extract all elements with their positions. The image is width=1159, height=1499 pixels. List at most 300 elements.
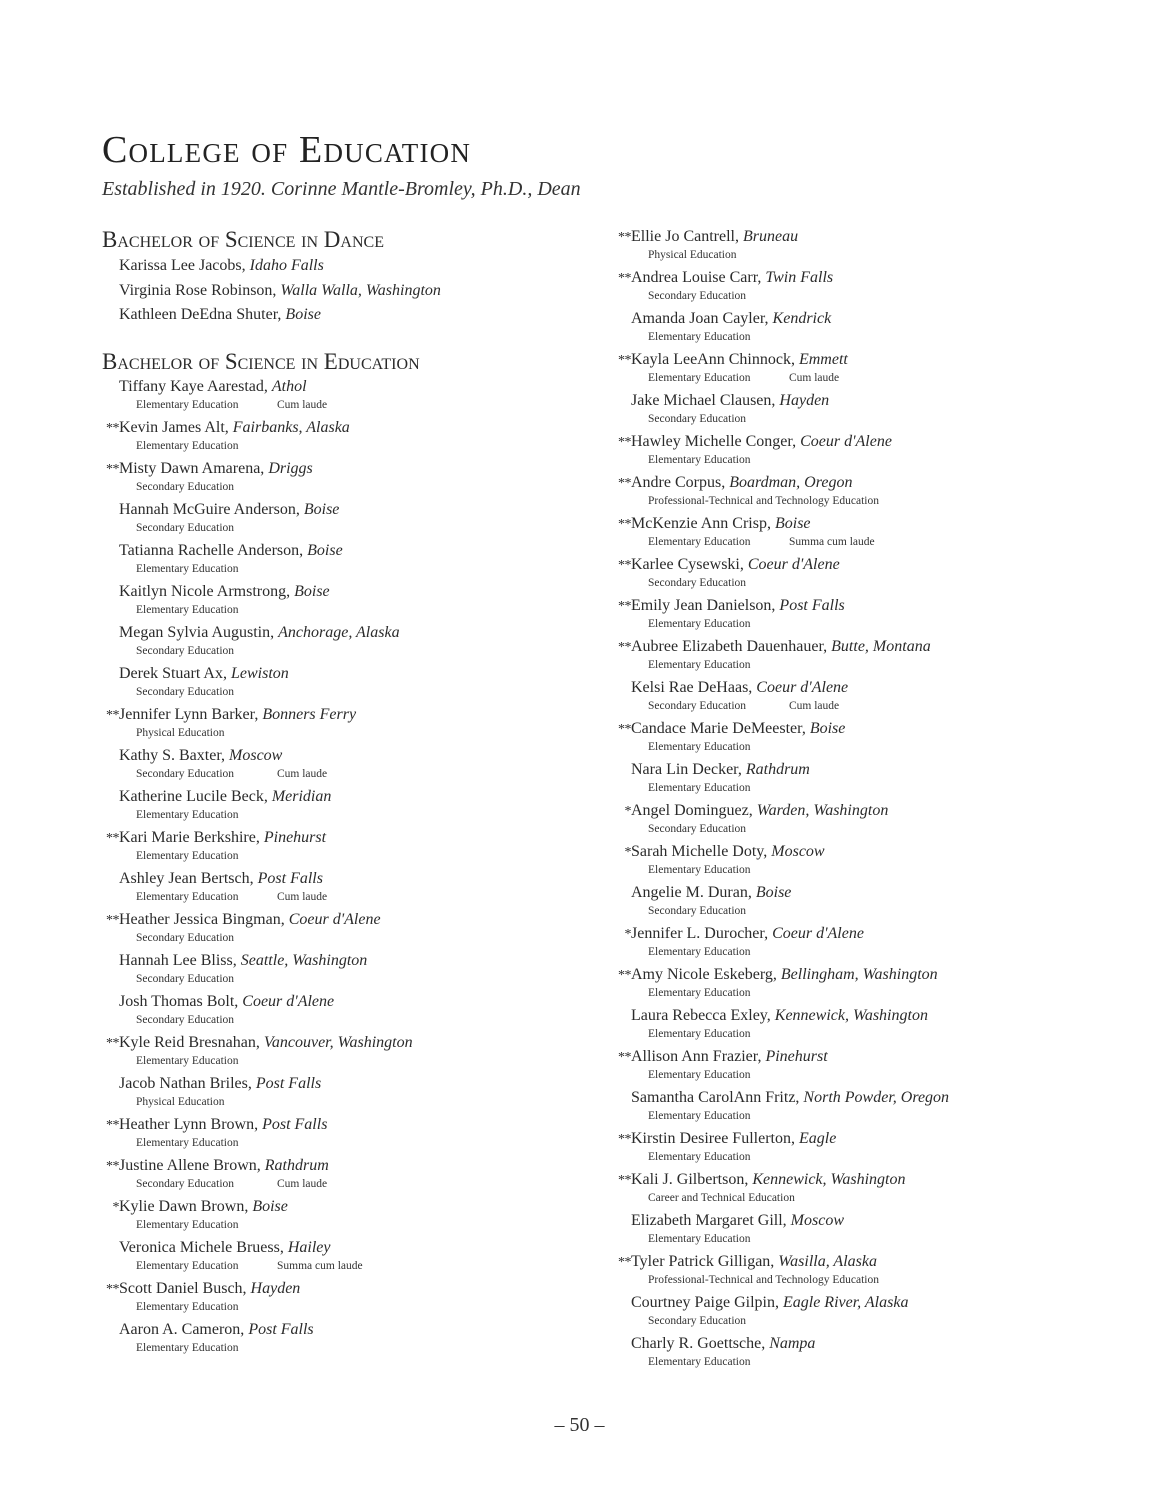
graduate-major: Elementary Education [648,1069,751,1081]
graduate-details [648,1314,1134,1329]
graduate-honor: Summa cum laude [789,536,875,548]
graduate-entry [614,800,1134,841]
graduate-name: Kyle Reid Bresnahan, [119,1033,264,1051]
graduate-line [614,472,1134,494]
honor-mark: ** [618,476,631,491]
graduate-major: Elementary Education [648,331,751,343]
graduate-line [102,991,592,1013]
graduate-hometown: Boise [303,500,340,518]
graduate-hometown: Meridian [271,787,332,805]
graduate-hometown: Kennewick, Washington [752,1171,906,1188]
graduate-entry [614,923,1134,964]
honor-mark: ** [106,1117,119,1133]
graduate-line [102,1032,592,1054]
graduate-name: Kevin James Alt, [119,418,233,436]
graduate-entry [102,868,592,909]
graduate-hometown: Hailey [287,1238,331,1256]
graduate-major: Elementary Education [648,372,751,384]
graduate-major: Elementary Education [648,1356,751,1368]
graduate-major: Elementary Education [648,1028,751,1040]
graduate-major: Secondary Education [136,685,235,698]
graduate-details [648,740,1134,755]
graduate-entry [614,1046,1134,1087]
graduate-entry [102,827,592,868]
graduate-name: Courtney Paige Gilpin, [631,1294,783,1311]
graduate-details [136,521,592,536]
graduate-line [614,964,1134,986]
graduate-major: Secondary Education [136,480,235,493]
graduate-line [102,376,592,398]
graduate-line [614,1169,1134,1191]
graduate-line [102,663,592,685]
graduate-major: Elementary Education [648,946,751,958]
graduate-name: McKenzie Ann Crisp, [631,515,775,532]
graduate-name: Hannah McGuire Anderson, [119,500,304,518]
graduate-major: Secondary Education [648,905,747,917]
graduate-hometown: Boise [285,306,321,323]
graduate-details [648,658,1134,673]
graduate-line [614,308,1134,330]
graduate-name: Candace Marie DeMeester, [631,720,810,737]
graduate-entry [614,1087,1134,1128]
graduate-name: Hannah Lee Bliss, [119,951,241,969]
graduate-major: Elementary Education [648,741,751,753]
graduate-line [102,458,592,480]
graduate-major: Secondary Education [648,1315,747,1327]
graduate-entry [614,1292,1134,1333]
graduate-line [614,718,1134,740]
graduate-entry [102,786,592,827]
graduate-hometown: Vancouver, Washington [263,1033,413,1051]
graduate-hometown: Bellingham, Washington [780,966,938,983]
graduate-entry [614,841,1134,882]
graduate-name: Ellie Jo Cantrell, [631,228,743,245]
graduate-hometown: Boise [809,720,846,737]
graduate-entry [614,882,1134,923]
graduate-details [648,453,1134,468]
graduate-name: Justine Allene Brown, [119,1156,265,1174]
graduate-line [614,1210,1134,1232]
graduate-details [648,248,1134,263]
graduate-honor: Cum laude [277,1177,328,1190]
graduate-hometown: Boise [294,582,330,600]
graduate-major: Elementary Education [136,398,239,411]
honor-mark: ** [618,517,631,532]
graduate-entry [102,1114,592,1155]
graduate-entry [102,417,592,458]
graduate-major: Elementary Education [136,1259,239,1272]
honor-mark: * [624,845,631,860]
page-number: – 50 – [554,1414,605,1436]
graduate-name: Samantha CarolAnn Fritz, [631,1089,804,1106]
left-column [102,226,592,1360]
graduate-line [102,1319,592,1341]
graduate-name: Angel Dominguez, [631,802,757,819]
graduate-hometown: Coeur d'Alene [800,433,892,450]
graduate-major: Elementary Education [136,808,239,821]
graduate-details [136,767,592,782]
honor-mark: ** [106,707,119,723]
graduate-name: Karlee Cysewski, [631,556,748,573]
honor-mark: ** [618,271,631,286]
graduate-hometown: Athol [271,377,307,395]
graduate-major: Elementary Education [136,1341,239,1354]
honor-mark: ** [618,1173,631,1188]
graduate-hometown: Bonners Ferry [262,705,357,723]
graduate-name: Jacob Nathan Briles, [119,1074,256,1092]
graduate-honor: Cum laude [277,767,328,780]
graduate-entry [614,1333,1134,1374]
graduate-line [102,704,592,726]
graduate-entry [102,540,592,581]
graduate-line [102,868,592,890]
graduate-line [614,677,1134,699]
graduate-hometown: North Powder, Oregon [803,1089,950,1106]
graduate-details [136,726,592,741]
graduate-name: Charly R. Goettsche, [631,1335,770,1352]
honor-mark: ** [618,1050,631,1065]
graduate-name: Kari Marie Berkshire, [119,828,264,846]
graduate-name: Kelsi Rae DeHaas, [631,679,757,696]
graduate-entry [102,1278,592,1319]
graduate-hometown: Driggs [268,459,313,477]
graduate-details [648,330,1134,345]
graduate-major: Elementary Education [648,618,751,630]
graduate-details [648,1027,1134,1042]
graduate-details [648,904,1134,919]
graduate-name: Virginia Rose Robinson, [119,281,281,299]
graduate-entry [614,431,1134,472]
graduate-major: Secondary Education [136,1177,235,1190]
graduate-hometown: Lewiston [230,664,289,682]
graduate-name: Derek Stuart Ax, [119,664,231,682]
right-column [614,226,1134,1374]
graduate-entry [614,1251,1134,1292]
graduate-major: Secondary Education [648,577,747,589]
graduate-entry [102,499,592,540]
graduate-major: Elementary Education [136,849,239,862]
graduate-honor: Cum laude [277,398,328,411]
graduate-details [648,1109,1134,1124]
graduate-name: Kayla LeeAnn Chinnock, [631,351,799,368]
graduate-line [102,1278,592,1300]
graduate-entry [102,950,592,991]
graduate-hometown: Post Falls [257,869,323,887]
graduate-name: Tatianna Rachelle Anderson, [119,541,308,559]
graduate-hometown: Coeur d'Alene [747,556,840,573]
graduate-name: Josh Thomas Bolt, [119,992,243,1010]
honor-mark: ** [618,640,631,655]
graduate-hometown: Twin Falls [765,269,834,286]
graduate-hometown: Rathdrum [745,761,810,778]
honor-mark: * [624,804,631,819]
graduate-name: Heather Lynn Brown, [119,1115,263,1133]
graduate-line [614,1251,1134,1273]
graduate-line [614,226,1134,248]
graduate-hometown: Butte, Montana [831,638,931,655]
graduate-entry [102,1073,592,1114]
graduate-details [136,439,592,454]
graduate-name: Veronica Michele Bruess, [119,1238,288,1256]
graduate-name: Andre Corpus, [631,474,730,491]
graduate-hometown: Warden, Washington [756,802,889,819]
graduate-line [614,1292,1134,1314]
graduate-name: Amy Nicole Eskeberg, [631,966,781,983]
graduate-name: Elizabeth Margaret Gill, [631,1212,791,1229]
graduate-hometown: Bruneau [742,228,799,245]
honor-mark: ** [618,1132,631,1147]
graduate-entry [614,1128,1134,1169]
graduate-details [648,576,1134,591]
graduate-name: Tyler Patrick Gilligan, [631,1253,779,1270]
graduate-details [136,603,592,618]
graduate-name: Megan Sylvia Augustin, [119,623,279,641]
graduate-line [614,1005,1134,1027]
graduate-major: Elementary Education [648,536,751,548]
graduate-hometown: Pinehurst [263,828,327,846]
graduate-details [648,1232,1134,1247]
graduate-entry [614,226,1134,267]
graduate-line [102,499,592,521]
honor-mark: ** [618,599,631,614]
graduate-details [648,412,1134,427]
graduate-details [648,1068,1134,1083]
graduate-line [614,923,1134,945]
graduate-major: Elementary Education [136,603,239,616]
graduate-hometown: Hayden [250,1279,301,1297]
graduate-hometown: Moscow [229,746,283,764]
graduate-details [136,1300,592,1315]
graduate-major: Elementary Education [648,454,751,466]
graduate-entry [102,1319,592,1360]
graduate-major: Physical Education [648,249,737,261]
graduate-entry [614,554,1134,595]
graduate-major: Elementary Education [648,1233,751,1245]
graduate-entry [102,991,592,1032]
graduate-entry [102,581,592,622]
graduate-line [614,841,1134,863]
graduate-major: Elementary Education [136,1300,239,1313]
graduate-major: Secondary Education [136,972,235,985]
honor-mark: ** [106,1281,119,1297]
graduate-details [136,849,592,864]
graduate-honor: Summa cum laude [277,1259,363,1272]
graduate-honor: Cum laude [789,700,840,712]
graduate-name: Scott Daniel Busch, [119,1279,251,1297]
honor-mark: ** [618,353,631,368]
graduate-honor: Cum laude [789,372,840,384]
graduate-major: Elementary Education [648,659,751,671]
graduate-line [614,390,1134,412]
graduate-details [136,972,592,987]
graduate-details [136,398,592,413]
graduate-line [102,1237,592,1259]
graduate-line [102,745,592,767]
graduate-details [136,890,592,905]
graduate-hometown: Hayden [779,392,830,409]
graduate-details [648,494,1134,509]
graduate-details [136,1054,592,1069]
graduate-details [136,562,592,577]
graduate-major: Secondary Education [136,767,235,780]
honor-mark: ** [618,968,631,983]
honor-mark: ** [618,435,631,450]
graduate-name: Jennifer Lynn Barker, [119,705,263,723]
graduate-major: Elementary Education [648,782,751,794]
graduate-name: Heather Jessica Bingman, [119,910,289,928]
graduate-major: Secondary Education [136,1013,235,1026]
graduate-entry [614,349,1134,390]
graduate-hometown: Boise [307,541,343,559]
graduate-name: Nara Lin Decker, [631,761,746,778]
graduate-hometown: Wasilla, Alaska [778,1253,877,1270]
graduate-name: Kathy S. Baxter, [119,746,230,764]
graduate-line [102,622,592,644]
graduate-name: Jennifer L. Durocher, [631,925,773,942]
graduate-name: Aaron A. Cameron, [119,1320,249,1338]
graduate-details [136,685,592,700]
graduate-hometown: Kennewick, Washington [774,1007,928,1024]
graduate-name: Tiffany Kaye Aarestad, [119,377,272,395]
graduate-major: Elementary Education [648,1151,751,1163]
graduate-line [102,950,592,972]
graduate-entry [614,595,1134,636]
graduate-name: Angelie M. Duran, [631,884,756,901]
graduate-name: Jake Michael Clausen, [631,392,780,409]
graduate-line [614,636,1134,658]
honor-mark: * [624,927,631,942]
graduate-major: Elementary Education [648,864,751,876]
graduate-name: Sarah Michelle Doty, [631,843,772,860]
graduate-name: Aubree Elizabeth Dauenhauer, [631,638,832,655]
graduate-hometown: Coeur d'Alene [772,925,864,942]
graduate-details [136,480,592,495]
graduate-details [648,986,1134,1001]
graduate-entry [102,376,592,417]
graduate-line [614,800,1134,822]
graduate-entry [614,1169,1134,1210]
honor-mark: ** [106,912,119,928]
honor-mark: ** [106,1035,119,1051]
graduate-line [614,1046,1134,1068]
graduate-details [136,808,592,823]
graduate-details [648,371,1134,386]
graduate-name: Emily Jean Danielson, [631,597,780,614]
graduate-major: Secondary Education [648,290,747,302]
graduate-name: Hawley Michelle Conger, [631,433,801,450]
graduate-line [102,1155,592,1177]
graduate-major: Elementary Education [648,987,751,999]
graduate-hometown: Boise [774,515,811,532]
graduate-major: Secondary Education [136,521,235,534]
graduate-major: Secondary Education [136,644,235,657]
graduate-line [614,1128,1134,1150]
honor-mark: * [112,1199,119,1215]
graduate-major: Elementary Education [136,1136,239,1149]
honor-mark: ** [618,722,631,737]
graduate-line [102,540,592,562]
graduate-details [136,1177,592,1192]
graduate-entry [614,390,1134,431]
graduate-hometown: Nampa [769,1335,816,1352]
honor-mark: ** [618,1255,631,1270]
graduate-details [648,822,1134,837]
graduate-details [648,1355,1134,1370]
graduate-line [102,827,592,849]
graduate-line [102,1196,592,1218]
graduate-details [648,289,1134,304]
graduate-entry [102,1196,592,1237]
honor-mark: ** [106,1158,119,1174]
graduate-line [102,581,592,603]
graduate-major: Elementary Education [136,890,239,903]
graduate-hometown: Moscow [790,1212,844,1229]
graduate-details [136,1341,592,1356]
graduate-line [614,595,1134,617]
graduate-details [136,1013,592,1028]
graduate-line [614,267,1134,289]
graduate-entry [102,704,592,745]
graduate-name: Andrea Louise Carr, [631,269,766,286]
graduate-hometown: Coeur d'Alene [756,679,849,696]
graduate-name: Kylie Dawn Brown, [119,1197,253,1215]
education-heading: Bachelor of Science in Education [102,348,420,374]
graduate-entry [614,513,1134,554]
graduate-name: Katherine Lucile Beck, [119,787,272,805]
graduate-name: Ashley Jean Bertsch, [119,869,258,887]
graduate-line [102,909,592,931]
graduate-details [648,1150,1134,1165]
graduate-hometown: Rathdrum [264,1156,329,1174]
graduate-name: Kaitlyn Nicole Armstrong, [119,582,295,600]
graduate-major: Elementary Education [136,562,239,575]
graduate-entry [102,1032,592,1073]
graduate-details [136,1218,592,1233]
graduate-hometown: Coeur d'Alene [242,992,335,1010]
graduate-line [614,882,1134,904]
graduate-major: Secondary Education [648,413,747,425]
graduate-name: Kali J. Gilbertson, [631,1171,753,1188]
graduate-details [136,644,592,659]
graduate-entry [102,622,592,663]
graduate-line [614,554,1134,576]
graduate-hometown: Seattle, Washington [240,951,368,969]
graduate-major: Professional-Technical and Technology Education [648,495,879,507]
graduate-major: Elementary Education [136,1054,239,1067]
graduate-entry [614,1005,1134,1046]
dance-list [102,254,592,328]
graduate-entry [614,472,1134,513]
graduate-name: Laura Rebecca Exley, [631,1007,775,1024]
graduate-hometown: Post Falls [255,1074,322,1092]
graduate-entry [614,964,1134,1005]
graduate-hometown: Post Falls [248,1320,314,1338]
dance-entry [119,279,592,304]
graduate-entry [614,636,1134,677]
graduate-details [136,1095,592,1110]
graduate-major: Secondary Education [648,700,747,712]
graduate-honor: Cum laude [277,890,328,903]
graduate-name: Karissa Lee Jacobs, [119,257,250,274]
dance-heading: Bachelor of Science in Dance [102,227,384,252]
graduate-major: Elementary Education [648,1110,751,1122]
graduate-name: Amanda Joan Cayler, [631,310,773,327]
graduate-hometown: Boise [252,1197,288,1215]
graduate-entry [102,458,592,499]
graduate-line [102,1114,592,1136]
graduate-details [136,1136,592,1151]
graduate-hometown: Eagle [798,1130,837,1147]
